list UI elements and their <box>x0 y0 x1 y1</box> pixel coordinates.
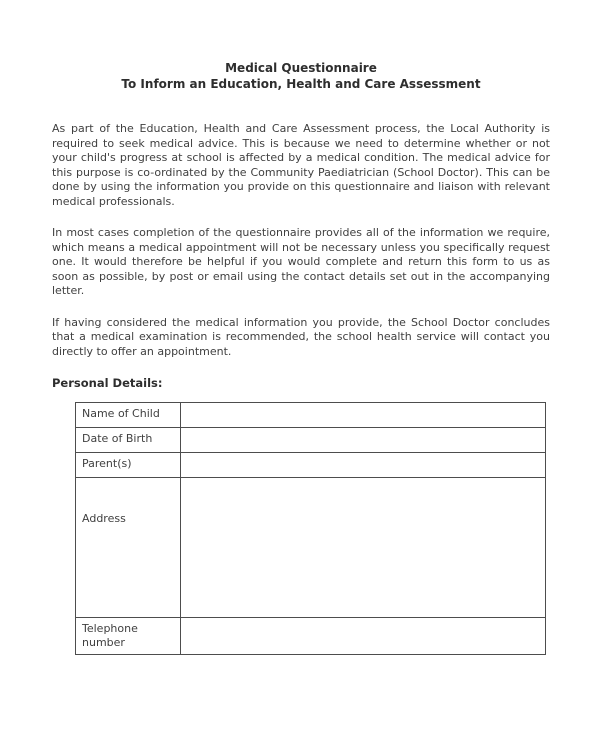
address-field[interactable] <box>181 478 546 618</box>
table-row-telephone-number <box>76 618 546 655</box>
address-label: Address <box>76 478 181 618</box>
title-block <box>52 60 550 92</box>
table-row-address <box>76 478 546 618</box>
section-heading-personal-details: Personal Details: <box>52 376 163 390</box>
table-row-name-of-child <box>76 403 546 428</box>
intro-paragraph-3: If having considered the medical information you provide, the School Doctor concludes that a medical examination is recommended, the school health service will contact you directly to offer an appointment. <box>52 315 550 358</box>
date-of-birth-label: Date of Birth <box>76 428 181 453</box>
telephone-number-field[interactable] <box>181 618 546 655</box>
name-of-child-label: Name of Child <box>76 403 181 428</box>
name-of-child-field[interactable] <box>181 403 546 428</box>
telephone-number-label: Telephone number <box>76 618 181 655</box>
table-row-date-of-birth <box>76 428 546 453</box>
date-of-birth-field[interactable] <box>181 428 546 453</box>
parents-label: Parent(s) <box>76 453 181 478</box>
personal-details-table <box>75 402 546 655</box>
intro-paragraph-2: In most cases completion of the questionnaire provides all of the information we require, which means a medical appointment will not be necessary unless you specifically request one. It would therefore be helpful if you would complete and return this form to us as soon as possible, by post or email using the contact details set out in the accompanying letter. <box>52 226 550 297</box>
page-title: Medical Questionnaire <box>225 61 377 75</box>
table-row-parents <box>76 453 546 478</box>
intro-paragraph-1: As part of the Education, Health and Care Assessment process, the Local Authority is required to seek medical advice. This is because we need to determine whether or not your child's progress at school is affected by a medical condition. The medical advice for this purpose is co-ordinated by the Community Paediatrician (School Doctor). This can be done by using the information you provide on this questionnaire and liaison with relevant medical professionals. <box>52 122 550 208</box>
page-subtitle: To Inform an Education, Health and Care Assessment <box>121 77 481 91</box>
parents-field[interactable] <box>181 453 546 478</box>
